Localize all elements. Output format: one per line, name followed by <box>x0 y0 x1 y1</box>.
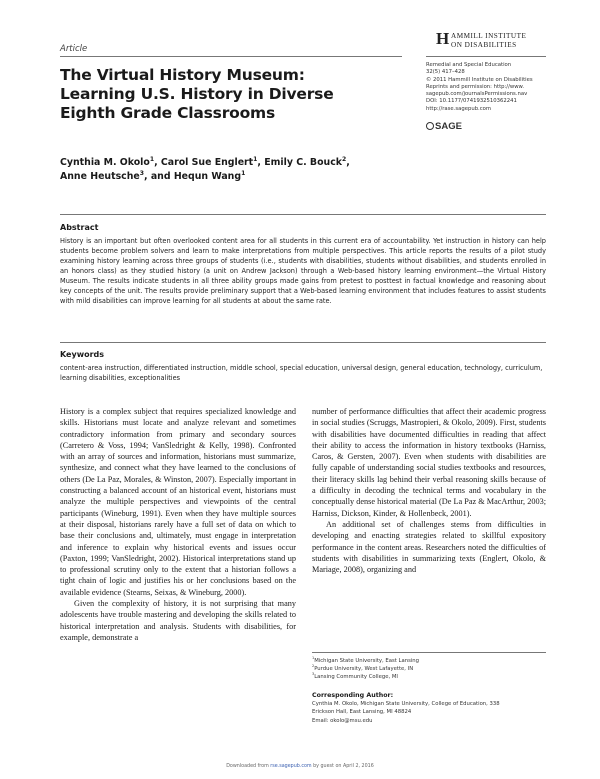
author-line-1 <box>60 156 420 170</box>
corresponding-line-1: Cynthia M. Okolo, Michigan State University, College of Education, 338 <box>312 701 500 708</box>
publisher-mark: H <box>436 29 450 48</box>
corresponding-line-2: Erickson Hall, East Lansing, MI 48824 <box>312 709 412 716</box>
author-affiliation-mark: 1 <box>253 155 258 163</box>
sage-logo <box>426 122 462 132</box>
author-line-2 <box>60 170 420 184</box>
article-title <box>60 66 370 123</box>
body-paragraph: An additional set of challenges stems from difficulties in developing and enacting strategies related to skillful expository performance in the content areas. Researchers noted the difficulties of students with disabilities in summarizing texts (Englert, Okolo, & Mariage, 2008), organizing and <box>312 519 546 575</box>
body-paragraph: History is a complex subject that requires specialized knowledge and skills. Historians must locate and analyze relevant and sometimes contradictory information from primary and secondary sources (Carretero & Voss, 1994; VanSledright & Kelly, 1998). Confronted with an array of sources and information, historians must summarize, synthesize, and connect what they have learned to the conclusions of others (De La Paz, Morales, & Winston, 2007). Especially important in constructing a balanced account of an historical event, historians must analyze the multiple perspectives and viewpoints of the central participants (Wineburg, 1991). Even when they have multiple sources at their disposal, historians rarely have a full set of data on which to base their conclusions and, ultimately, must engage in interpretation and inference to explain why historical events and issues occur (Paxton, 1999; VanSledright, 2002). Historical interpretations stand up to professional scrutiny only to the extent that a historian follows a tight chain of logic and justifies his or her conclusions based on the available evidence (Stearns, Seixas, & Wineburg, 2000). <box>60 407 296 597</box>
affiliation-text: Purdue University, West Lafayette, IN <box>314 666 414 673</box>
author-name: Anne Heutsche <box>60 170 140 182</box>
affiliation-mark: 2 <box>312 664 315 669</box>
affiliation-1 <box>312 657 552 665</box>
affiliation-mark: 3 <box>312 672 315 677</box>
title-line-1: The Virtual History Museum: <box>60 66 305 84</box>
affiliation-mark: 1 <box>312 656 315 661</box>
affiliation-text: Michigan State University, East Lansing <box>314 658 420 664</box>
title-line-2: Learning U.S. History in Diverse <box>60 85 334 103</box>
author-list <box>60 156 420 183</box>
author-affiliation-mark: 1 <box>241 169 246 177</box>
affiliation-3 <box>312 673 552 681</box>
author-affiliation-mark: 3 <box>139 169 145 177</box>
journal-reprints[interactable]: Reprints and permission: http://www. <box>426 83 525 90</box>
journal-copyright: © 2011 Hammill Institute on Disabilities <box>426 76 533 83</box>
publisher-line-2: ON DISABILITIES <box>451 41 517 49</box>
journal-permissions-url[interactable]: sagepub.com/journalsPermissions.nav <box>426 91 528 98</box>
sage-logo-text: SAGE <box>435 121 462 132</box>
footnote-rule <box>312 652 546 653</box>
corresponding-heading: Corresponding Author: <box>312 692 394 699</box>
corresponding-email[interactable]: Email: okolo@msu.edu <box>312 717 373 724</box>
download-prefix: Downloaded from <box>226 764 271 769</box>
publisher-logo <box>436 30 546 52</box>
affiliation-text: Lansing Community College, MI <box>314 674 398 681</box>
body-paragraph: Given the complexity of history, it is not surprising that many adolescents have trouble mastering and developing the skills related to historical interpretation and analysis. Students with disabilities, for example, demonstrate a <box>60 599 296 642</box>
title-line-3: Eighth Grade Classrooms <box>60 104 276 122</box>
download-suffix: by guest on April 2, 2016 <box>311 764 374 769</box>
keywords-heading: Keywords <box>60 350 105 359</box>
author-name: Cynthia M. Okolo <box>60 157 150 168</box>
journal-url[interactable]: http://rase.sagepub.com <box>426 105 492 112</box>
author-separator: , <box>346 157 350 168</box>
sage-ring-icon <box>426 122 434 130</box>
article-type-label: Article <box>60 44 88 54</box>
author-name: , Emily C. Bouck <box>257 157 342 168</box>
header-rule <box>60 56 402 57</box>
download-notice <box>0 764 600 769</box>
download-link[interactable]: rse.sagepub.com <box>270 764 312 769</box>
author-name: , and Hequn Wang <box>144 170 242 182</box>
corresponding-author <box>312 692 552 725</box>
author-name: , Carol Sue Englert <box>154 157 254 168</box>
publisher-rule <box>426 56 546 57</box>
publisher-line-1: AMMILL INSTITUTE <box>451 32 527 40</box>
body-column-right <box>312 406 546 575</box>
journal-name: Remedial and Special Education <box>426 62 512 68</box>
author-affiliation-mark: 2 <box>341 155 347 163</box>
affiliation-footnotes <box>312 657 552 682</box>
abstract-rule <box>60 214 546 215</box>
journal-doi[interactable]: DOI: 10.1177/0741932510362241 <box>426 98 517 105</box>
journal-volume: 32(5) 417–428 <box>426 69 465 76</box>
body-paragraph: number of performance difficulties that affect their academic progress in social studies (Scruggs, Mastropieri, & Okolo, 2009). First, students with disabilities have documented difficulties in reading that affect their ability to access the information in history textbooks (Harniss, Caros, & Gersten, 2007). Even when students with disabilities are fully capable of understanding social studies textbooks and resources, their literacy skills lag behind their verbal reasoning skills because of a difficulty in decoding the technical terms and vocabulary in the conceptually dense historical material (De La Paz & MacArthur, 2003; Harniss, Dickson, Kinder, & Hollenbeck, 2001). <box>312 407 546 518</box>
author-affiliation-mark: 1 <box>149 155 155 163</box>
abstract-heading: Abstract <box>60 223 99 232</box>
abstract-text: History is an important but often overlooked content area for all students in this current era of accountability. Yet instruction in history can help students become problem solvers and learn to make interpretations from multiple perspectives. This article reports the results of a pilot study examining history learning across three groups of students (i.e., students with disabilities, students without disabilities, and students enrolled in an honors class) as they studied history (a unit on Andrew Jackson) through a Web-based history learning environment—the Virtual History Museum. The results indicate students in all three ability groups made gains from pretest to posttest in factual knowledge and reasoning about key concepts of the unit. The results provide preliminary support that a Web-based learning environment that includes features to assist students with mild disabilities can improve learning for all students at about the same rate. <box>60 237 546 305</box>
keywords-rule <box>60 342 546 343</box>
affiliation-2 <box>312 665 552 673</box>
journal-info <box>426 62 556 113</box>
body-column-left <box>60 406 296 643</box>
keywords-text: content-area instruction, differentiated instruction, middle school, special education, universal design, general education, technology, curriculum, learning disabilities, exceptionalities <box>60 364 543 382</box>
